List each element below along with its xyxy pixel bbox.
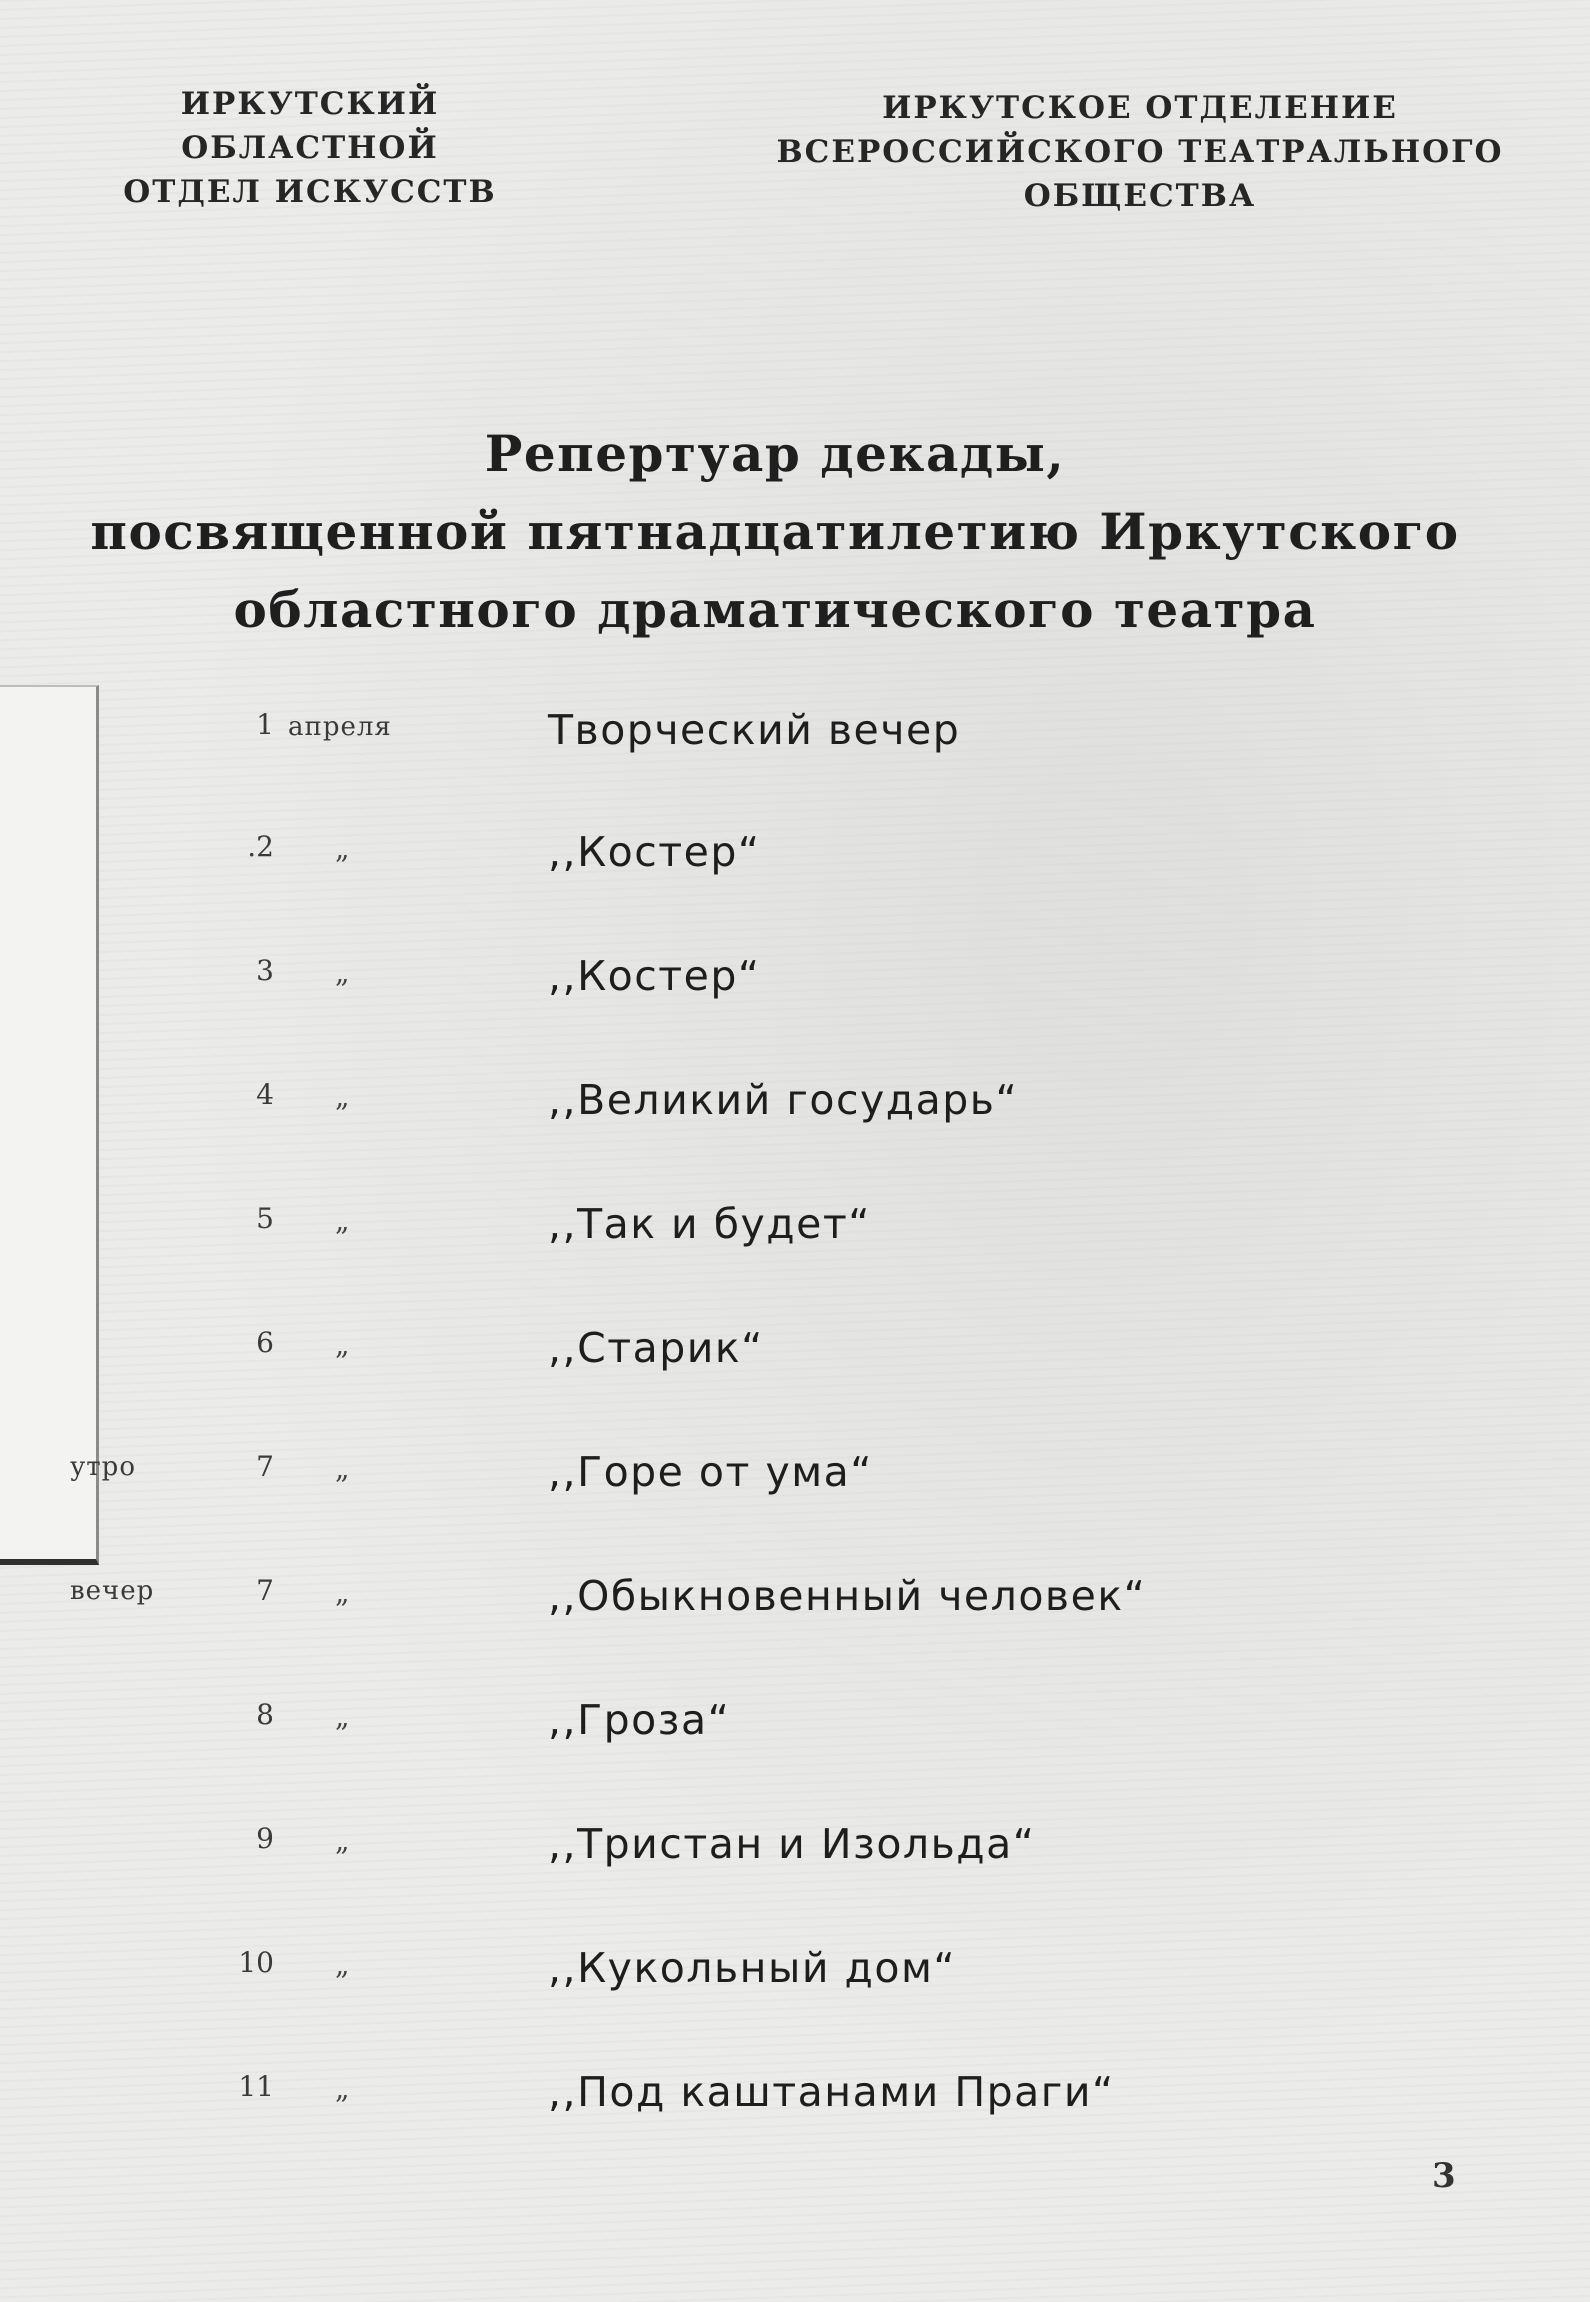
play-title: ,,Обыкновенный человек“ bbox=[548, 1572, 1147, 1620]
schedule-row bbox=[0, 1318, 1590, 1378]
left-org-line-2: ОТДЕЛ ИСКУССТВ bbox=[123, 174, 497, 210]
schedule-row bbox=[0, 946, 1590, 1006]
day-number: 9 bbox=[256, 1822, 274, 1855]
ditto-mark: „ bbox=[335, 832, 350, 865]
schedule-row bbox=[0, 1070, 1590, 1130]
page-number: 3 bbox=[1432, 2156, 1456, 2196]
play-title: ,,Тристан и Изольда“ bbox=[548, 1820, 1036, 1868]
title-line-2: посвященной пятнадцатилетию Иркутского bbox=[90, 502, 1460, 561]
schedule-row bbox=[0, 2062, 1590, 2122]
ditto-mark: „ bbox=[335, 2072, 350, 2105]
ditto-mark: „ bbox=[335, 1080, 350, 1113]
play-title: ,,Под каштанами Праги“ bbox=[548, 2068, 1115, 2116]
play-title: Творческий вечер bbox=[548, 706, 961, 754]
ditto-mark: „ bbox=[335, 956, 350, 989]
ditto-mark: „ bbox=[335, 1452, 350, 1485]
ditto-mark: „ bbox=[335, 1824, 350, 1857]
ditto-mark: „ bbox=[335, 1204, 350, 1237]
day-number: 11 bbox=[238, 2070, 274, 2103]
left-org-line-1: ИРКУТСКИЙ ОБЛАСТНОЙ bbox=[180, 86, 440, 166]
ditto-mark: „ bbox=[335, 1328, 350, 1361]
day-number: 7 bbox=[256, 1450, 274, 1483]
right-org-line-2: ВСЕРОССИЙСКОГО ТЕАТРАЛЬНОГО bbox=[776, 134, 1504, 170]
schedule-row bbox=[0, 1442, 1590, 1502]
play-title: ,,Так и будет“ bbox=[548, 1200, 871, 1248]
schedule-row bbox=[0, 700, 1590, 760]
play-title: ,,Великий государь“ bbox=[548, 1076, 1019, 1124]
play-title: ,,Костер“ bbox=[548, 952, 761, 1000]
schedule-row bbox=[0, 1566, 1590, 1626]
day-number: .2 bbox=[247, 830, 274, 863]
session-label: утро bbox=[70, 1452, 136, 1482]
day-number: 4 bbox=[256, 1078, 274, 1111]
day-number: 8 bbox=[256, 1698, 274, 1731]
day-number: 6 bbox=[256, 1326, 274, 1359]
schedule-row bbox=[0, 1690, 1590, 1750]
day-number: 1 bbox=[256, 708, 274, 741]
ditto-mark: „ bbox=[335, 1576, 350, 1609]
play-title: ,,Старик“ bbox=[548, 1324, 764, 1372]
title-line-1: Репертуар декады, bbox=[484, 424, 1066, 483]
ditto-mark: „ bbox=[335, 1700, 350, 1733]
play-title: ,,Кукольный дом“ bbox=[548, 1944, 957, 1992]
schedule-row bbox=[0, 1814, 1590, 1874]
day-number: 10 bbox=[238, 1946, 274, 1979]
session-label: вечер bbox=[70, 1576, 155, 1606]
play-title: ,,Горе от ума“ bbox=[548, 1448, 873, 1496]
play-title: ,,Костер“ bbox=[548, 828, 761, 876]
right-org-line-1: ИРКУТСКОЕ ОТДЕЛЕНИЕ bbox=[882, 90, 1398, 126]
play-title: ,,Гроза“ bbox=[548, 1696, 731, 1744]
ditto-mark: „ bbox=[335, 1948, 350, 1981]
schedule-row bbox=[0, 822, 1590, 882]
title-line-3: областного драматического театра bbox=[233, 580, 1317, 639]
schedule-row bbox=[0, 1194, 1590, 1254]
day-number: 3 bbox=[256, 954, 274, 987]
right-org-line-3: ОБЩЕСТВА bbox=[1023, 178, 1257, 214]
schedule-row bbox=[0, 1938, 1590, 1998]
month-label: апреля bbox=[288, 712, 392, 742]
day-number: 7 bbox=[256, 1574, 274, 1607]
day-number: 5 bbox=[256, 1202, 274, 1235]
